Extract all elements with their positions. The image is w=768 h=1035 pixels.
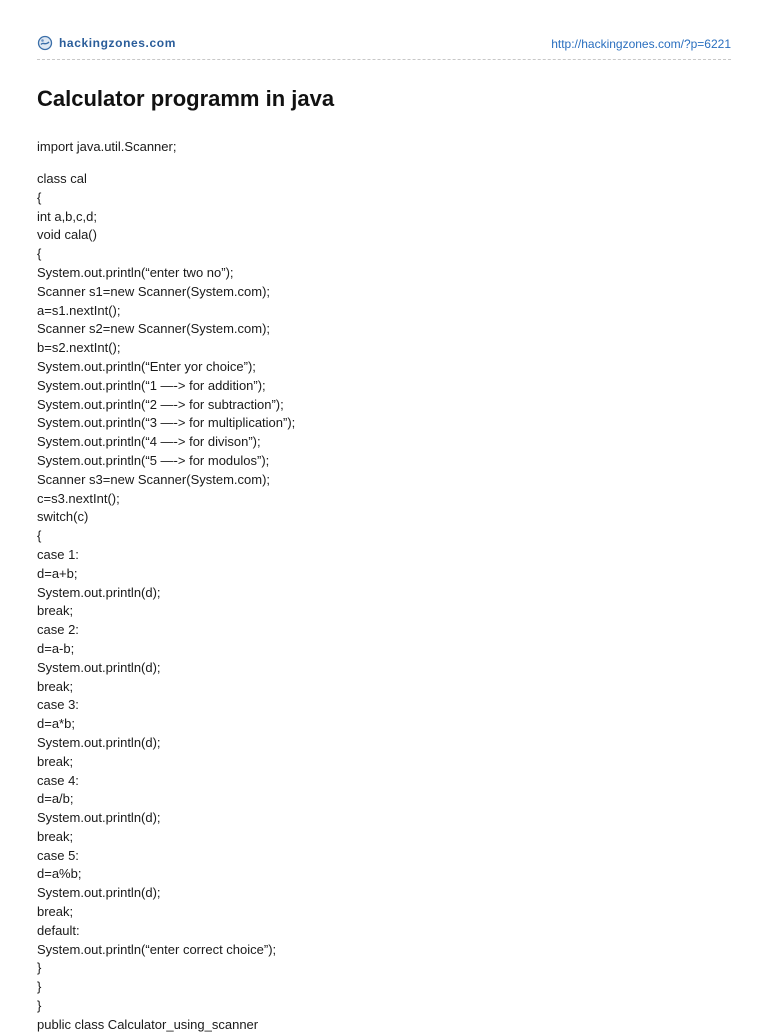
code-line: break; [37,678,74,694]
code-line: void cala() [37,227,97,243]
code-line: Scanner s1=new Scanner(System.com); [37,283,271,299]
code-line: System.out.println(“enter correct choice”); [37,941,277,957]
code-line: System.out.println(d); [37,734,161,750]
code-listing [37,170,295,1035]
code-line: } [37,979,42,995]
code-line: case 1: [37,546,79,562]
code-line: default: [37,922,80,938]
code-line: System.out.println(d); [37,584,161,600]
code-line: System.out.println(“4 —-> for divison”); [37,434,261,450]
site-brand-link[interactable] [37,35,176,51]
article-title: Calculator programm in java [37,86,335,111]
code-line: break; [37,828,74,844]
code-line: b=s2.nextInt(); [37,340,121,356]
globe-icon [37,35,53,51]
code-line: class cal [37,171,87,186]
code-line: public class Calculator_using_scanner [37,1016,259,1032]
code-line: { [37,528,42,544]
code-line: System.out.println(“2 —-> for subtraction”); [37,396,284,412]
code-line: System.out.println(d); [37,659,161,675]
code-line: d=a/b; [37,791,74,807]
code-line: d=a-b; [37,640,75,656]
code-line: d=a%b; [37,866,82,882]
site-header [37,35,731,53]
code-line: break; [37,603,74,619]
code-line: System.out.println(“1 —-> for addition”); [37,377,266,393]
code-line: System.out.println(“Enter yor choice”); [37,358,256,374]
code-line: System.out.println(“5 —-> for modulos”); [37,452,270,468]
code-line: case 5: [37,847,79,863]
code-import-line: import java.util.Scanner; [37,139,177,154]
code-line: Scanner s2=new Scanner(System.com); [37,321,271,337]
code-line: int a,b,c,d; [37,208,97,224]
code-line: } [37,998,42,1014]
code-line: } [37,960,42,976]
code-line: d=a+b; [37,565,78,581]
code-line: System.out.println(d); [37,810,161,826]
page-url-link[interactable]: http://hackingzones.com/?p=6221 [551,37,731,51]
code-line: System.out.println(d); [37,885,161,901]
header-divider [37,59,731,60]
code-line: switch(c) [37,509,89,525]
code-line: case 3: [37,697,79,713]
code-line: case 2: [37,622,79,638]
code-line: System.out.println(“3 —-> for multiplication”); [37,415,296,431]
code-line: break; [37,753,74,769]
code-line: c=s3.nextInt(); [37,490,120,506]
code-line: Scanner s3=new Scanner(System.com); [37,471,271,487]
code-line: a=s1.nextInt(); [37,302,121,318]
code-line: break; [37,904,74,920]
code-line: { [37,189,42,205]
code-line: System.out.println(“enter two no”); [37,264,234,280]
site-name: hackingzones.com [59,36,176,50]
code-line: { [37,246,42,262]
code-line: d=a*b; [37,716,75,732]
code-line: case 4: [37,772,79,788]
